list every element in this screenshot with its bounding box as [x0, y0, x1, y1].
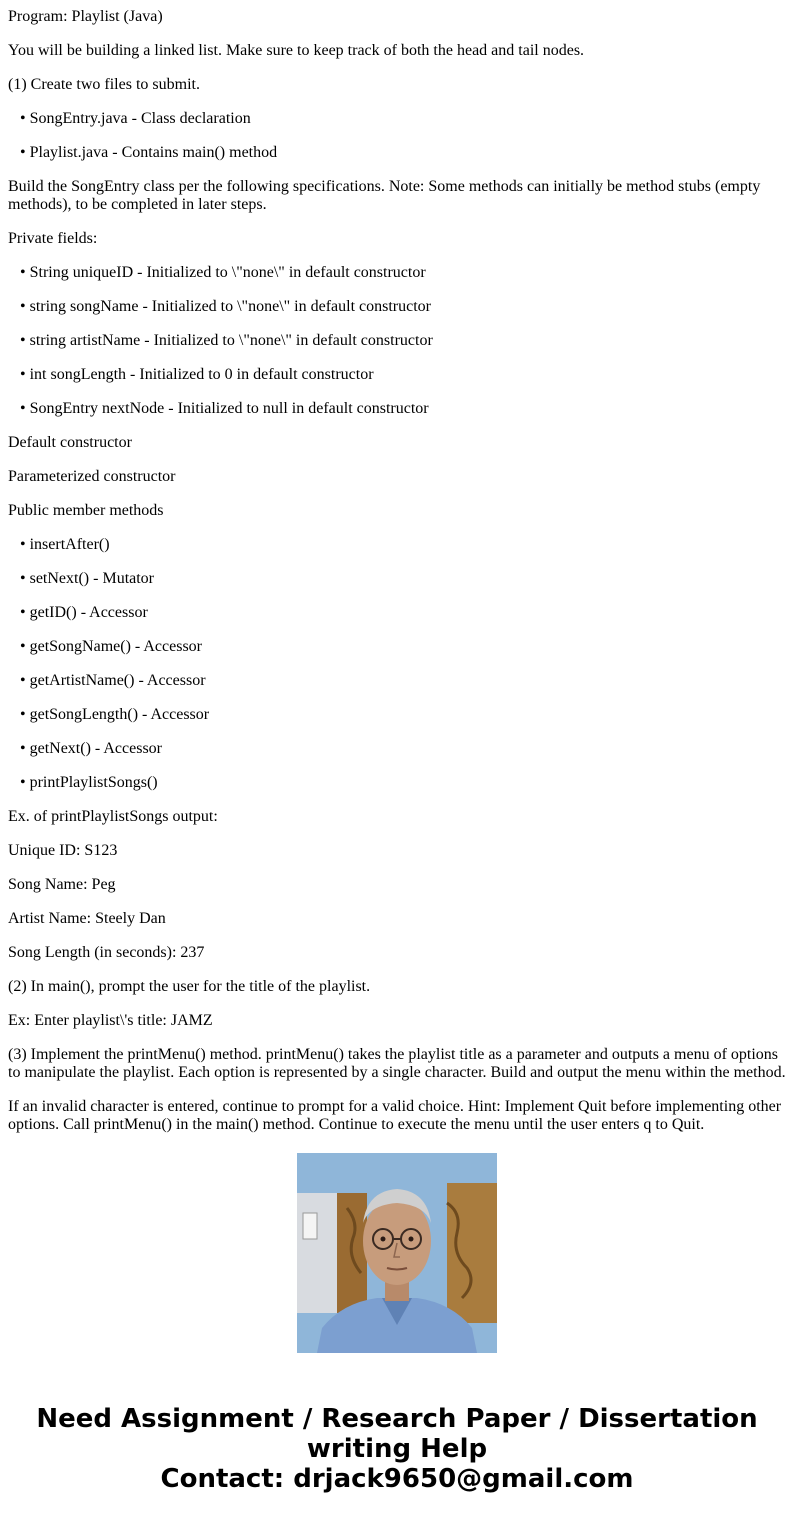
paragraph: You will be building a linked list. Make sure to keep track of both the head and tail nodes. — [8, 42, 585, 59]
paragraph: Parameterized constructor — [8, 468, 176, 485]
list-item: • string songName - Initialized to \"none\" in default constructor — [20, 298, 432, 315]
paragraph: Public member methods — [8, 502, 164, 519]
paragraph: Ex: Enter playlist\'s title: JAMZ — [8, 1012, 213, 1029]
contact-banner — [0, 1404, 794, 1494]
footer-line-1: Need Assignment / Research Paper / Dissertation — [36, 1404, 758, 1434]
list-item: • getNext() - Accessor — [20, 740, 162, 757]
list-item: • setNext() - Mutator — [20, 570, 155, 587]
paragraph: Program: Playlist (Java) — [8, 8, 163, 25]
list-item: • printPlaylistSongs() — [20, 774, 158, 791]
paragraph: Build the SongEntry class per the following specifications. Note: Some methods can initially be method stubs (empty methods), to be completed in later steps. — [8, 178, 761, 213]
paragraph: (1) Create two files to submit. — [8, 76, 200, 93]
paragraph: (3) Implement the printMenu() method. printMenu() takes the playlist title as a parameter and outputs a menu of options to manipulate the playlist. Each option is represented by a single character. Build and output the menu within the method. — [8, 1046, 786, 1081]
footer-line-3: Contact: drjack9650@gmail.com — [160, 1464, 634, 1494]
list-item: • insertAfter() — [20, 536, 110, 553]
list-item: • int songLength - Initialized to 0 in default constructor — [20, 366, 374, 383]
paragraph: Unique ID: S123 — [8, 842, 118, 859]
paragraph: If an invalid character is entered, continue to prompt for a valid choice. Hint: Implement Quit before implementing other options. Call printMenu() in the main() method. Continue to execute the menu until the user enters q to Quit. — [8, 1098, 782, 1133]
person-portrait-icon — [297, 1153, 497, 1353]
author-photo — [297, 1153, 497, 1353]
list-item: • SongEntry nextNode - Initialized to null in default constructor — [20, 400, 429, 417]
list-item: • getID() - Accessor — [20, 604, 148, 621]
list-item: • getArtistName() - Accessor — [20, 672, 206, 689]
list-item: • String uniqueID - Initialized to \"none\" in default constructor — [20, 264, 426, 281]
list-item: • getSongLength() - Accessor — [20, 706, 210, 723]
paragraph: Artist Name: Steely Dan — [8, 910, 166, 927]
paragraph: Song Length (in seconds): 237 — [8, 944, 205, 961]
paragraph: (2) In main(), prompt the user for the title of the playlist. — [8, 978, 371, 995]
assignment-text — [8, 0, 788, 1133]
footer-line-2: writing Help — [306, 1434, 488, 1464]
list-item: • SongEntry.java - Class declaration — [20, 110, 251, 127]
paragraph: Private fields: — [8, 230, 98, 247]
paragraph: Ex. of printPlaylistSongs output: — [8, 808, 218, 825]
paragraph: Song Name: Peg — [8, 876, 116, 893]
paragraph: Default constructor — [8, 434, 132, 451]
list-item: • getSongName() - Accessor — [20, 638, 202, 655]
list-item: • Playlist.java - Contains main() method — [20, 144, 278, 161]
list-item: • string artistName - Initialized to \"none\" in default constructor — [20, 332, 433, 349]
